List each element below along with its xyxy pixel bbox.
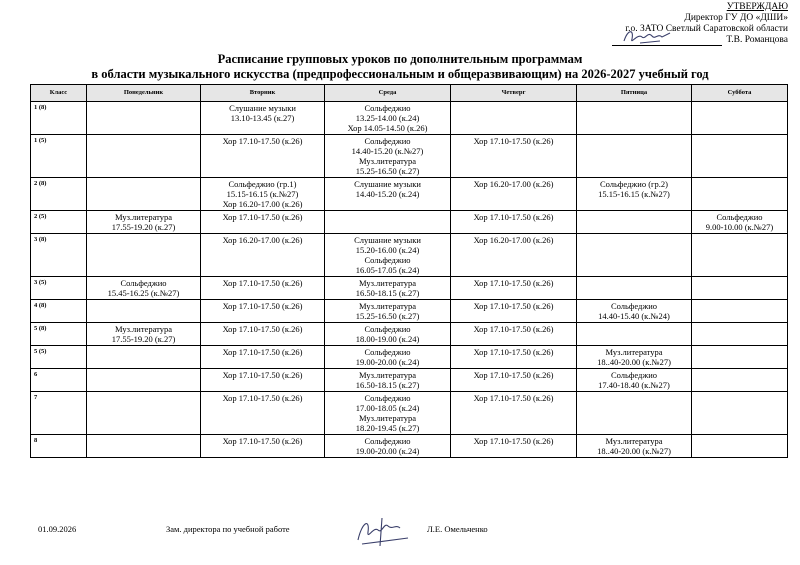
schedule-cell <box>325 234 451 277</box>
approval-name: Т.В. Романцова <box>726 35 788 45</box>
class-cell: 2 (8) <box>31 178 87 211</box>
schedule-cell <box>201 277 325 300</box>
lesson-text: Муз.литература <box>114 212 173 222</box>
lesson-text: Хор 17.10-17.50 (к.26) <box>473 324 554 334</box>
lesson-text: 14.40-15.20 (к.№27) <box>351 146 424 156</box>
approval-director: Директор ГУ ДО «ДШИ» <box>684 13 788 23</box>
column-header: Пятница <box>577 85 692 102</box>
lesson-text: Хор 16.20-17.00 (к.26) <box>473 235 554 245</box>
lesson-text: Сольфеджио (гр.2) <box>600 179 668 189</box>
table-row <box>31 277 788 300</box>
schedule-cell <box>577 323 692 346</box>
lesson-text: Хор 16.20-17.00 (к.26) <box>222 235 303 245</box>
lesson-text: Сольфеджио <box>610 370 658 380</box>
lesson-text: 17.55-19.20 (к.27) <box>111 222 176 232</box>
lesson-text: Сольфеджио <box>364 103 411 113</box>
schedule-cell <box>577 277 692 300</box>
table-body <box>31 102 788 458</box>
class-cell: 7 <box>31 392 87 435</box>
schedule-cell <box>325 323 451 346</box>
schedule-cell <box>201 135 325 178</box>
class-cell: 4 (8) <box>31 300 87 323</box>
lesson-text: Хор 17.10-17.50 (к.26) <box>222 370 303 380</box>
schedule-cell <box>692 369 788 392</box>
schedule-cell <box>201 102 325 135</box>
schedule-cell <box>87 178 201 211</box>
schedule-cell <box>325 102 451 135</box>
lesson-text: Хор 17.10-17.50 (к.26) <box>222 347 303 357</box>
lesson-text: Хор 16.20-17.00 (к.26) <box>222 199 303 209</box>
lesson-text: Муз.литература <box>358 301 417 311</box>
title-line-1: Расписание групповых уроков по дополнительным программам <box>217 52 583 66</box>
schedule-cell <box>692 277 788 300</box>
lesson-text: Сольфеджио <box>364 324 411 334</box>
schedule-cell <box>451 369 577 392</box>
schedule-cell <box>325 369 451 392</box>
schedule-cell <box>325 435 451 458</box>
schedule-cell <box>692 178 788 211</box>
schedule-cell <box>325 277 451 300</box>
schedule-cell <box>692 346 788 369</box>
lesson-text: 13.25-14.00 (к.24) <box>355 113 420 123</box>
lesson-text: 18.20-19.45 (к.27) <box>355 423 420 433</box>
schedule-cell <box>325 300 451 323</box>
lesson-text: Слушание музыки <box>229 103 296 113</box>
schedule-cell <box>87 346 201 369</box>
column-header: Понедельник <box>87 85 201 102</box>
schedule-cell <box>692 392 788 435</box>
schedule-cell <box>451 323 577 346</box>
schedule-cell <box>577 369 692 392</box>
schedule-cell <box>577 392 692 435</box>
lesson-text: Сольфеджио <box>716 212 763 222</box>
schedule-cell <box>451 392 577 435</box>
schedule-cell <box>87 135 201 178</box>
column-header: Среда <box>325 85 451 102</box>
schedule-cell <box>451 346 577 369</box>
lesson-text: Хор 17.10-17.50 (к.26) <box>473 136 554 146</box>
footer-name: Л.Е. Омельченко <box>427 524 488 534</box>
director-signature-icon <box>620 27 680 47</box>
deputy-signature-icon <box>352 514 418 548</box>
column-header: Вторник <box>201 85 325 102</box>
schedule-cell <box>201 435 325 458</box>
lesson-text: Хор 17.10-17.50 (к.26) <box>473 393 554 403</box>
class-cell: 3 (8) <box>31 234 87 277</box>
lesson-text: Сольфеджио (гр.1) <box>228 179 297 189</box>
lesson-text: Хор 14.05-14.50 (к.26) <box>347 123 428 133</box>
lesson-text: Сольфеджио <box>120 278 167 288</box>
table-row <box>31 323 788 346</box>
lesson-text: 18.00-19.00 (к.24) <box>355 334 420 344</box>
schedule-cell <box>692 435 788 458</box>
schedule-table <box>30 84 788 458</box>
schedule-cell <box>577 211 692 234</box>
signature-underline <box>612 36 722 46</box>
table-row <box>31 435 788 458</box>
table-row <box>31 178 788 211</box>
schedule-cell <box>692 300 788 323</box>
table-row <box>31 234 788 277</box>
schedule-cell <box>451 435 577 458</box>
title-line-2: в области музыкального искусства (предпрофессиональным и общеразвивающим) на 2026-2027 учебный год <box>91 67 709 81</box>
schedule-cell <box>87 392 201 435</box>
lesson-text: 15.25-16.50 (к.27) <box>355 311 420 321</box>
footer-date: 01.09.2026 <box>38 524 77 534</box>
class-cell: 1 (5) <box>31 135 87 178</box>
lesson-text: 16.50-18.15 (к.27) <box>355 380 420 390</box>
lesson-text: Муз.литература <box>605 347 663 357</box>
lesson-text: Хор 17.10-17.50 (к.26) <box>222 393 303 403</box>
lesson-text: 15.15-16.15 (к.№27) <box>598 189 670 199</box>
lesson-text: Хор 17.10-17.50 (к.26) <box>473 212 554 222</box>
schedule-cell <box>201 346 325 369</box>
schedule-cell <box>577 178 692 211</box>
schedule-cell <box>451 178 577 211</box>
lesson-text: Хор 17.10-17.50 (к.26) <box>473 436 554 446</box>
schedule-cell <box>451 234 577 277</box>
schedule-cell <box>87 369 201 392</box>
schedule-cell <box>201 300 325 323</box>
schedule-cell <box>325 211 451 234</box>
schedule-cell <box>692 135 788 178</box>
schedule-cell <box>692 102 788 135</box>
schedule-cell <box>451 211 577 234</box>
schedule-cell <box>87 323 201 346</box>
class-cell: 5 (8) <box>31 323 87 346</box>
lesson-text: Слушание музыки <box>354 235 421 245</box>
table-row <box>31 102 788 135</box>
lesson-text: 14.40-15.20 (к.24) <box>355 189 420 199</box>
table-header-row <box>31 85 788 102</box>
table-row <box>31 346 788 369</box>
schedule-cell <box>692 211 788 234</box>
table-row <box>31 135 788 178</box>
lesson-text: Хор 17.10-17.50 (к.26) <box>222 436 303 446</box>
lesson-text: 18..40-20.00 (к.№27) <box>597 357 671 367</box>
lesson-text: 18..40-20.00 (к.№27) <box>597 446 671 456</box>
footer-role: Зам. директора по учебной работе <box>166 524 290 534</box>
lesson-text: Муз.литература <box>605 436 663 446</box>
schedule-cell <box>325 178 451 211</box>
lesson-text: Хор 17.10-17.50 (к.26) <box>473 347 554 357</box>
schedule-cell <box>201 178 325 211</box>
lesson-text: Хор 17.10-17.50 (к.26) <box>222 278 303 288</box>
lesson-text: 15.25-16.50 (к.27) <box>355 166 420 176</box>
schedule-cell <box>577 346 692 369</box>
schedule-cell <box>201 369 325 392</box>
lesson-text: Муз.литература <box>358 413 417 423</box>
table-row <box>31 392 788 435</box>
lesson-text: Сольфеджио <box>364 136 411 146</box>
table-row <box>31 369 788 392</box>
schedule-cell <box>451 277 577 300</box>
schedule-cell <box>325 135 451 178</box>
schedule-cell <box>451 102 577 135</box>
lesson-text: 19.00-20.00 (к.24) <box>355 446 420 456</box>
lesson-text: 17.55-19.20 (к.27) <box>111 334 176 344</box>
schedule-cell <box>87 277 201 300</box>
lesson-text: 16.50-18.15 (к.27) <box>355 288 420 298</box>
lesson-text: 17.40-18.40 (к.№27) <box>598 380 670 390</box>
schedule-cell <box>87 211 201 234</box>
schedule-cell <box>87 435 201 458</box>
schedule-cell <box>325 346 451 369</box>
lesson-text: 15.20-16.00 (к.24) <box>355 245 420 255</box>
class-cell: 3 (5) <box>31 277 87 300</box>
lesson-text: Хор 17.10-17.50 (к.26) <box>222 301 303 311</box>
lesson-text: 14.40-15.40 (к.№24) <box>598 311 670 321</box>
column-header: Суббота <box>692 85 788 102</box>
lesson-text: Сольфеджио <box>610 301 658 311</box>
lesson-text: Хор 16.20-17.00 (к.26) <box>473 179 554 189</box>
class-cell: 6 <box>31 369 87 392</box>
lesson-text: Хор 17.10-17.50 (к.26) <box>473 370 554 380</box>
table-row <box>31 300 788 323</box>
approval-block <box>612 2 788 46</box>
schedule-cell <box>577 435 692 458</box>
lesson-text: 13.10-13.45 (к.27) <box>230 113 295 123</box>
lesson-text: Муз.литература <box>358 156 417 166</box>
schedule-cell <box>577 234 692 277</box>
lesson-text: Сольфеджио <box>364 347 411 357</box>
column-header: Четверг <box>451 85 577 102</box>
lesson-text: 16.05-17.05 (к.24) <box>355 265 420 275</box>
approval-organization: г.о. ЗАТО Светлый Саратовской области <box>625 24 788 34</box>
schedule-cell <box>87 234 201 277</box>
schedule-cell <box>325 392 451 435</box>
schedule-cell <box>692 234 788 277</box>
column-header: Класс <box>31 85 87 102</box>
schedule-cell <box>201 211 325 234</box>
lesson-text: Сольфеджио <box>364 255 411 265</box>
lesson-text: Сольфеджио <box>364 436 411 446</box>
lesson-text: Хор 17.10-17.50 (к.26) <box>222 136 303 146</box>
lesson-text: 15.45-16.25 (к.№27) <box>107 288 180 298</box>
lesson-text: 15.15-16.15 (к.№27) <box>226 189 299 199</box>
schedule-cell <box>692 323 788 346</box>
schedule-cell <box>87 300 201 323</box>
schedule-cell <box>451 135 577 178</box>
schedule-cell <box>577 135 692 178</box>
table-row <box>31 211 788 234</box>
schedule-cell <box>451 300 577 323</box>
schedule-cell <box>577 102 692 135</box>
lesson-text: 17.00-18.05 (к.24) <box>355 403 420 413</box>
lesson-text: Сольфеджио <box>364 393 411 403</box>
lesson-text: Хор 17.10-17.50 (к.26) <box>473 278 554 288</box>
lesson-text: Слушание музыки <box>354 179 421 189</box>
schedule-cell <box>201 323 325 346</box>
lesson-text: Муз.литература <box>358 370 417 380</box>
schedule-cell <box>201 392 325 435</box>
lesson-text: Хор 17.10-17.50 (к.26) <box>222 212 303 222</box>
lesson-text: Хор 17.10-17.50 (к.26) <box>473 301 554 311</box>
class-cell: 8 <box>31 435 87 458</box>
schedule-cell <box>201 234 325 277</box>
approval-heading: УТВЕРЖДАЮ <box>726 2 788 12</box>
lesson-text: Хор 17.10-17.50 (к.26) <box>222 324 303 334</box>
lesson-text: Муз.литература <box>358 278 417 288</box>
class-cell: 2 (5) <box>31 211 87 234</box>
lesson-text: Муз.литература <box>114 324 173 334</box>
class-cell: 1 (8) <box>31 102 87 135</box>
lesson-text: 19.00-20.00 (к.24) <box>355 357 420 367</box>
schedule-cell <box>87 102 201 135</box>
page-title <box>0 52 800 82</box>
schedule-cell <box>577 300 692 323</box>
lesson-text: 9.00-10.00 (к.№27) <box>705 222 774 232</box>
approval-signature-line <box>612 35 788 46</box>
class-cell: 5 (5) <box>31 346 87 369</box>
